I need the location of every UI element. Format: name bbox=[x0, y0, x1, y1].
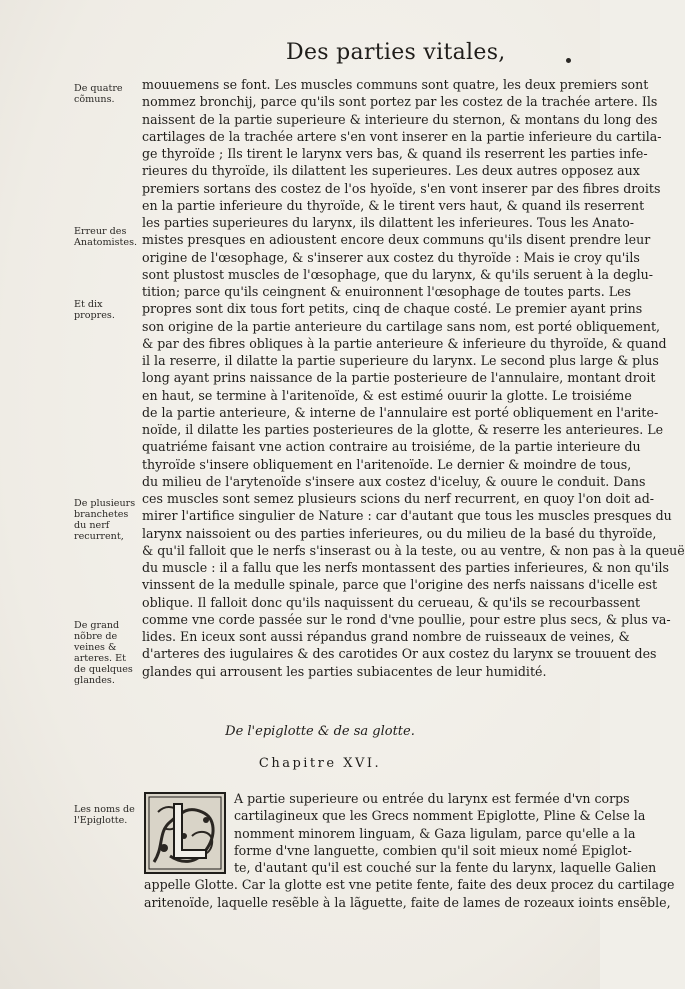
text-line: A partie superieure ou entrée du larynx est fermée d'vn corps bbox=[234, 791, 630, 806]
text-line: son origine de la partie anterieure du cartilage sans nom, est porté obliquement, bbox=[142, 318, 661, 334]
margin-note-erreur: Erreur des Anatomistes. bbox=[74, 226, 138, 248]
main-text-block bbox=[142, 76, 685, 680]
text-line: les parties superieures du larynx, ils dilattent les inferieures. Tous les Anato- bbox=[142, 215, 635, 230]
text-line: larynx naissoient ou des parties inferieures, ou du milieu de la basé du thyroïde, bbox=[142, 525, 657, 541]
section-title: De l'epiglotte & de sa glotte. bbox=[225, 724, 415, 739]
text-line: cartilages de la trachée artere s'en vont inserer en la partie inferieure du cartila- bbox=[142, 128, 662, 144]
margin-note-veines: De grand nõbre de veines & arteres. Et de quelques glandes. bbox=[74, 620, 133, 686]
text-line: comme vne corde passée sur le rond d'vne poullie, pour estre plus secs, & plus va- bbox=[142, 611, 671, 627]
text-line: propres sont dix tous fort petits, cinq de chaque costé. Le premier ayant prins bbox=[142, 301, 643, 317]
text-line: sont plustost muscles de l'œsophage, que du larynx, & qu'ils seruent à la deglu- bbox=[142, 266, 654, 282]
text-line: long ayant prins naissance de la partie posterieure de l'annulaire, montant droit bbox=[142, 370, 656, 386]
text-line: nommez bronchij, parce qu'ils sont portez par les costez de la trachée artere. Ils bbox=[142, 94, 658, 110]
text-line: & par des fibres obliques à la partie anterieure & inferieure du thyroïde, & quand bbox=[142, 335, 667, 351]
text-line: ces muscles sont semez plusieurs scions du nerf recurrent, en quoy l'on doit ad- bbox=[142, 491, 655, 506]
text-line: cartilagineux que les Grecs nomment Epiglotte, Pline & Celse la bbox=[234, 808, 646, 824]
margin-note-propres: Et dix propres. bbox=[74, 299, 115, 321]
text-line: lides. En iceux sont aussi répandus grand nombre de ruisseaux de veines, & bbox=[142, 629, 630, 644]
chapter-title: Chapitre XVI. bbox=[258, 756, 382, 771]
text-line: rieures du thyroïde, ils dilattent les superieures. Les deux autres opposez aux bbox=[142, 163, 640, 179]
text-line: il la reserre, il dilatte la partie superieure du larynx. Le second plus large & plus bbox=[142, 353, 659, 368]
text-line: de la partie anterieure, & interne de l'annulaire est porté obliquement en l'arite- bbox=[142, 404, 659, 420]
chapter-text-block bbox=[144, 790, 675, 911]
text-line: du milieu de l'arytenoïde s'insere aux costez d'iceluy, & ouure le conduit. Dans bbox=[142, 473, 646, 489]
text-line: mouuemens se font. Les muscles communs sont quatre, les deux premiers sont bbox=[142, 77, 649, 92]
text-line: tition; parce qu'ils ceingnent & enuironnent l'œsophage de toutes parts. Les bbox=[142, 284, 632, 299]
text-line: premiers sortans des costez de l'os hyoïde, s'en vont inserer par des fibres droits bbox=[142, 180, 661, 196]
text-line: & qu'il falloit que le nerfs s'inserast ou à la teste, ou au ventre, & non pas à la queuë bbox=[142, 542, 685, 558]
text-line: oblique. Il falloit donc qu'ils naquissent du cerueau, & qu'ils se recourbassent bbox=[142, 594, 641, 610]
text-line: thyroïde s'insere obliquement en l'aritenoïde. Le dernier & moindre de tous, bbox=[142, 456, 632, 472]
text-line: naissent de la partie superieure & interieure du sternon, & montans du long des bbox=[142, 111, 658, 127]
margin-note-branchetes: De plusieurs branchetes du nerf recurrent, bbox=[74, 498, 136, 542]
margin-note-communs: De quatre cõmuns. bbox=[74, 83, 123, 105]
text-line: origine de l'œsophage, & s'inserer aux costez du thyroïde : Mais ie croy qu'ils bbox=[142, 249, 640, 265]
text-line: mistes presques en adioustent encore deux communs qu'ils disent prendre leur bbox=[142, 232, 651, 248]
text-line: du muscle : il a fallu que les nerfs montassent des parties inferieures, & non qu'ils bbox=[142, 560, 669, 575]
text-line: noïde, il dilatte les parties posterieures de la glotte, & reserre les anterieures. Le bbox=[142, 422, 664, 437]
ink-dot bbox=[566, 58, 571, 63]
text-line: en haut, se termine à l'aritenoïde, & est estimé ouurir la glotte. Le troisiéme bbox=[142, 387, 632, 403]
text-line: vinssent de la medulle spinale, parce que l'origine des nerfs naissans d'icelle est bbox=[142, 577, 658, 593]
text-line: quatriéme faisant vne action contraire au troisiéme, de la partie interieure du bbox=[142, 439, 641, 455]
margin-note-epiglotte: Les noms de l'Epiglotte. bbox=[74, 804, 135, 826]
text-line: mirer l'artifice singulier de Nature : car d'autant que tous les muscles presques du bbox=[142, 508, 672, 524]
text-line: nomment minorem linguam, & Gaza ligulam, parce qu'elle a la bbox=[234, 825, 636, 841]
text-line: en la partie inferieure du thyroïde, & le tirent vers haut, & quand ils reserrent bbox=[142, 197, 645, 213]
text-line: glandes qui arrousent les parties subiacentes de leur humidité. bbox=[142, 663, 547, 679]
text-line: aritenoïde, laquelle resẽble à la lãguette, faite de lames de rozeaux ioints ensẽble, bbox=[144, 894, 671, 910]
text-line: appelle Glotte. Car la glotte est vne petite fente, faite des deux procez du cartilage bbox=[144, 877, 675, 893]
running-head: Des parties vitales, bbox=[286, 40, 506, 65]
text-line: forme d'vne languette, combien qu'il soit mieux nomé Epiglot- bbox=[234, 842, 632, 858]
text-line: d'arteres des iugulaires & des carotides Or aux costez du larynx se trouuent des bbox=[142, 646, 657, 662]
text-line: te, d'autant qu'il est couché sur la fente du larynx, laquelle Galien bbox=[234, 860, 657, 875]
text-line: ge thyroïde ; Ils tirent le larynx vers bas, & quand ils reserrent les parties infe- bbox=[142, 146, 648, 161]
